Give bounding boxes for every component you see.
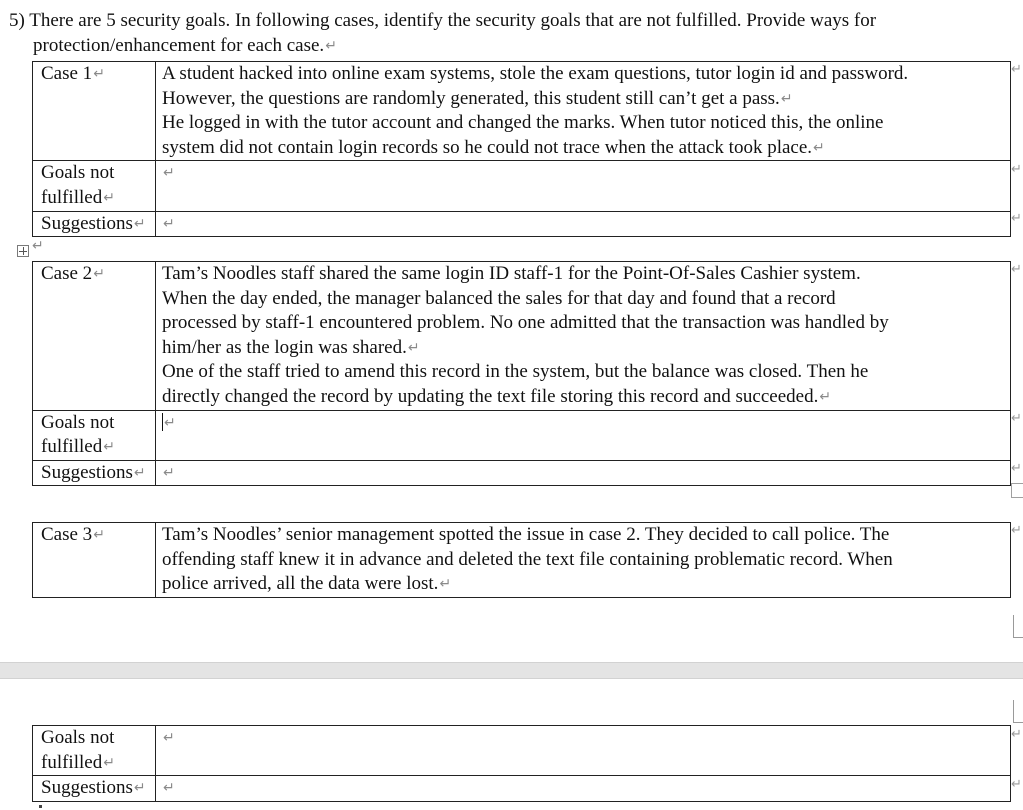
case1-description-row <box>33 62 1011 161</box>
row-end-mark: ↵ <box>1011 523 1022 538</box>
cell-mark: ↵ <box>103 754 115 771</box>
cell-mark: ↵ <box>103 439 115 456</box>
paragraph-mark: ↵ <box>780 90 793 107</box>
cell-mark: ↵ <box>163 215 175 232</box>
case2-suggestions-row <box>33 460 1011 486</box>
cell-mark: ↵ <box>163 464 175 481</box>
cell-mark: ↵ <box>819 388 832 405</box>
paragraph-mark: ↵ <box>407 339 420 356</box>
row-end-mark: ↵ <box>1011 262 1022 277</box>
paragraph-mark: ↵ <box>325 38 337 54</box>
question-text <box>9 8 1014 59</box>
case3-suggestions-label-cell[interactable]: Suggestions↵ <box>33 776 156 802</box>
case2-label-cell[interactable]: Case 2↵ <box>33 262 156 411</box>
case1-suggestions-answer-cell[interactable] <box>156 211 1011 237</box>
case2-suggestions-label-cell[interactable]: Suggestions↵ <box>33 460 156 486</box>
question-line-2: protection/enhancement for each case.↵ <box>33 35 337 56</box>
case3-answer-table <box>32 725 1011 802</box>
case2-goals-label-cell[interactable]: Goals not fulfilled↵ <box>33 410 156 460</box>
table-move-handle-icon[interactable] <box>17 245 29 257</box>
case1-suggestions-label-cell[interactable]: Suggestions↵ <box>33 211 156 237</box>
case3-goals-answer-cell[interactable] <box>156 726 1011 776</box>
text-cursor <box>162 413 163 431</box>
row-end-mark: ↵ <box>1011 461 1022 476</box>
case2-description-row <box>33 262 1011 411</box>
cell-mark: ↵ <box>163 780 175 797</box>
page-break-gap <box>0 662 1023 679</box>
list-bullet-mark <box>39 805 42 808</box>
case1-description-cell[interactable]: A student hacked into online exam systems, stole the exam questions, tutor login id and password. However, the questions are randomly generated, this student still can’t get a pass.↵ He logged in with the tutor account and changed the marks. When tutor noticed this, the online system did not contain login records so he could not trace when the attack took place.↵ <box>156 62 1011 161</box>
case1-goals-answer-cell[interactable] <box>156 161 1011 211</box>
row-end-mark: ↵ <box>1011 162 1022 177</box>
case1-table <box>32 61 1011 237</box>
case2-description-cell[interactable]: Tam’s Noodles staff shared the same login ID staff-1 for the Point-Of-Sales Cashier system. When the day ended, the manager balanced the sales for that day and found that a record processed by staff-1 encountered problem. No one admitted that the transaction was handled by him/her as the login was shared.↵ One of the staff tried to amend this record in the system, but the balance was closed. Then he directly changed the record by updating the text file storing this record and succeeded.↵ <box>156 262 1011 411</box>
case3-description-cell[interactable]: Tam’s Noodles’ senior management spotted the issue in case 2. They decided to call police. The offending staff knew it in advance and deleted the text file containing problematic record. When police arrived, all the data were lost.↵ <box>156 523 1011 598</box>
question-line-1: 5) There are 5 security goals. In following cases, identify the security goals that are not fulfilled. Provide ways for <box>9 10 877 31</box>
cell-mark: ↵ <box>133 215 146 232</box>
case2-suggestions-answer-cell[interactable] <box>156 460 1011 486</box>
case1-goals-row <box>33 161 1011 211</box>
row-end-mark: ↵ <box>1011 62 1022 77</box>
case3-suggestions-answer-cell[interactable] <box>156 776 1011 802</box>
row-end-mark: ↵ <box>1011 411 1022 426</box>
case1-suggestions-row <box>33 211 1011 237</box>
cell-mark: ↵ <box>813 139 825 156</box>
case3-goals-label-cell[interactable]: Goals not fulfilled↵ <box>33 726 156 776</box>
text-boundary-marker <box>1011 483 1023 498</box>
paragraph-mark: ↵ <box>32 238 44 254</box>
row-end-mark: ↵ <box>1011 727 1022 742</box>
cell-mark: ↵ <box>103 189 115 206</box>
cell-mark: ↵ <box>163 165 175 182</box>
row-end-mark: ↵ <box>1011 211 1022 226</box>
cell-mark: ↵ <box>133 780 146 797</box>
cell-mark: ↵ <box>439 576 452 593</box>
cell-mark: ↵ <box>164 414 176 431</box>
cell-mark: ↵ <box>93 66 105 82</box>
page-corner-marker <box>1013 615 1023 638</box>
page-corner-marker <box>1013 700 1023 723</box>
case2-table <box>32 261 1011 486</box>
case3-suggestions-row <box>33 776 1011 802</box>
case2-goals-answer-cell[interactable] <box>156 410 1011 460</box>
case3-table <box>32 522 1011 598</box>
case1-goals-label-cell[interactable]: Goals not fulfilled↵ <box>33 161 156 211</box>
case2-goals-row <box>33 410 1011 460</box>
row-end-mark: ↵ <box>1011 777 1022 792</box>
cell-mark: ↵ <box>93 266 105 282</box>
cell-mark: ↵ <box>133 464 146 481</box>
case3-goals-row <box>33 726 1011 776</box>
case1-label-cell[interactable]: Case 1↵ <box>33 62 156 161</box>
cell-mark: ↵ <box>163 730 175 746</box>
case3-label-cell[interactable]: Case 3↵ <box>33 523 156 598</box>
case3-description-row <box>33 523 1011 598</box>
cell-mark: ↵ <box>93 527 105 543</box>
